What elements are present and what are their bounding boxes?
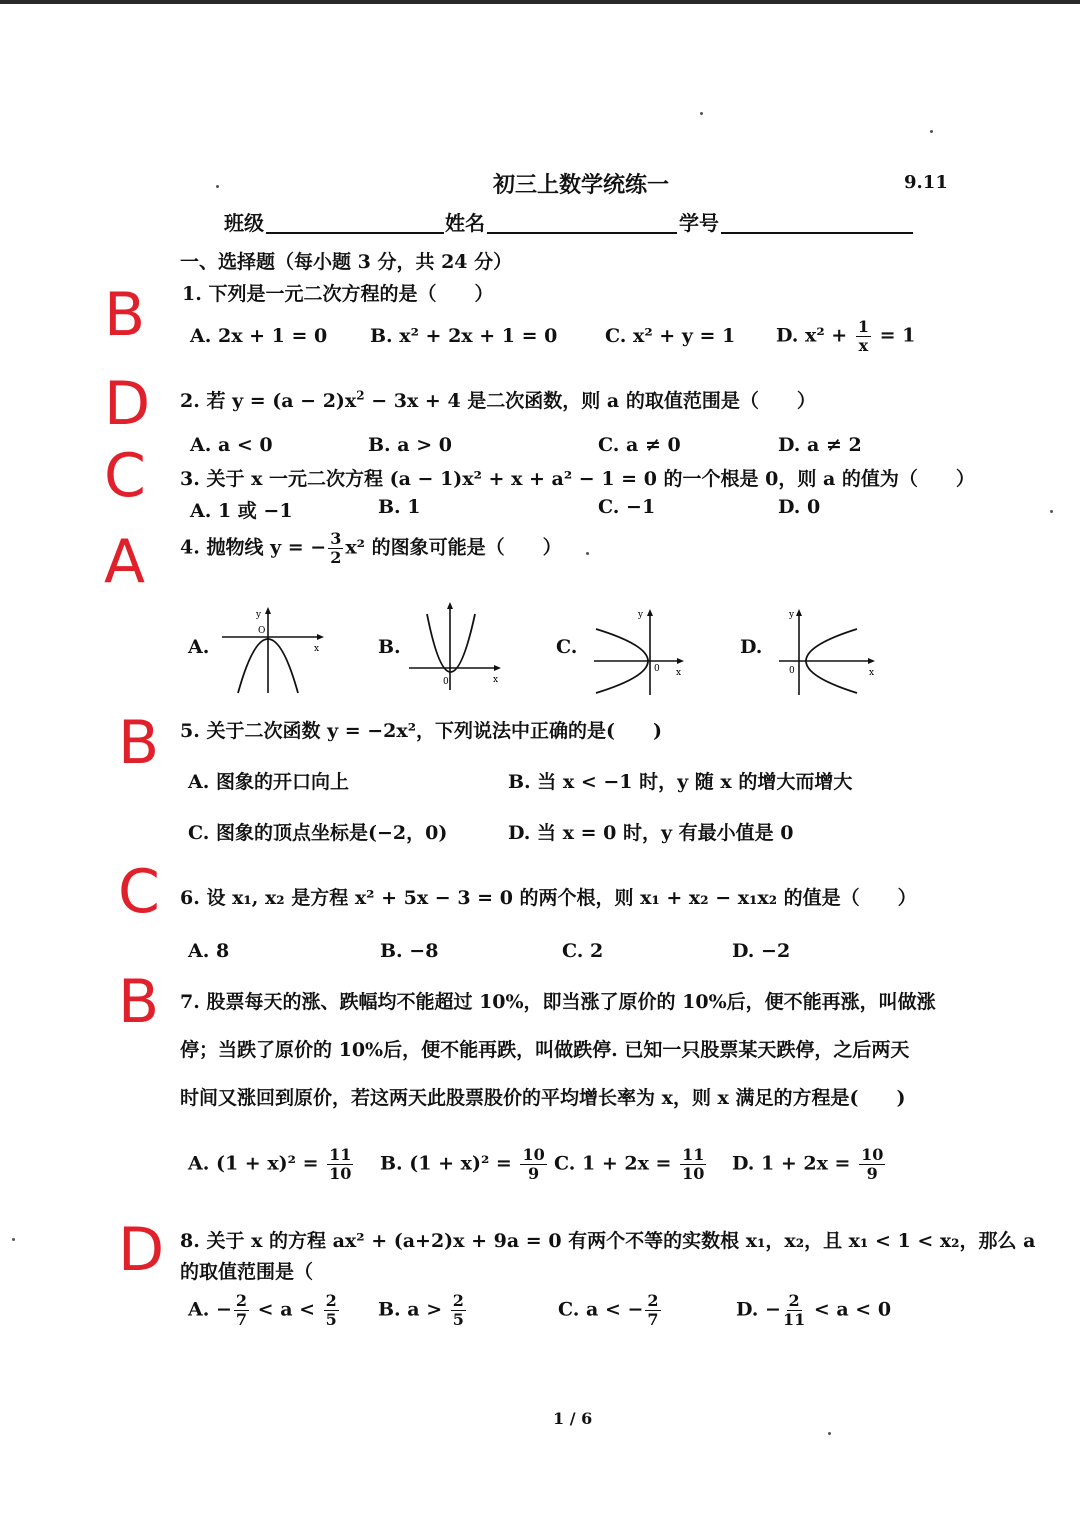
question-5-option-b: B. 当 x < −1 时，y 随 x 的增大而增大 [508, 771, 853, 793]
question-4-option-b-label: B. [378, 636, 401, 658]
graph-c-leftward-parabola [590, 605, 690, 697]
question-4-option-c-label: C. [556, 636, 578, 658]
handwritten-answer-8: D [118, 1215, 165, 1285]
scan-speck [216, 185, 219, 188]
svg-text:y: y [256, 610, 262, 620]
scan-top-edge [0, 0, 1080, 4]
svg-text:0: 0 [654, 664, 660, 674]
question-5-stem: 5. 关于二次函数 y = −2x²，下列说法中正确的是( ) [180, 720, 663, 742]
question-1-option-a: A. 2x + 1 = 0 [190, 325, 328, 347]
question-8-option-b: B. a > $\frac{2}{5}$ [378, 1291, 464, 1329]
question-5-option-d: D. 当 x = 0 时，y 有最小值是 0 [508, 822, 794, 844]
question-3-option-a: A. 1 或 −1 [190, 500, 293, 522]
id-blank [721, 232, 913, 234]
question-4-option-d-label: D. [740, 636, 763, 658]
question-8-option-d: D. − $\frac{2}{11}$ < a < 0 [736, 1291, 892, 1329]
handwritten-answer-4: A [104, 527, 146, 597]
question-7-option-c: C. 1 + 2x = $\frac{11}{10}$ [554, 1145, 705, 1183]
svg-text:0: 0 [789, 666, 795, 676]
scan-speck [930, 130, 933, 133]
class-blank [266, 232, 444, 234]
question-6-option-b: B. −8 [380, 940, 439, 962]
question-6-option-d: D. −2 [732, 940, 791, 962]
question-8-stem-line-2: 的取值范围是（ [180, 1261, 314, 1283]
handwritten-answer-2: D [104, 369, 151, 439]
question-2-option-d: D. a ≠ 2 [778, 434, 862, 456]
svg-text:x: x [314, 644, 320, 654]
question-7-option-b: B. (1 + x)² = $\frac{10}{9}$ [380, 1145, 545, 1183]
question-3-option-b: B. 1 [378, 496, 421, 518]
handwritten-answer-1: B [104, 280, 146, 350]
handwritten-answer-7: B [118, 967, 160, 1037]
question-3-option-c: C. −1 [598, 496, 656, 518]
question-1-option-d: D. x² + $\frac{1}{x}$ = 1 [776, 317, 916, 355]
handwritten-answer-6: C [118, 857, 160, 927]
question-2-stem: 2. 若 $y = (a - 2)x^2 - 3x + 4$ 是二次函数，则 a 的取值范围是（ ） [180, 388, 816, 412]
question-6-option-a: A. 8 [188, 940, 230, 962]
scan-speck [12, 1238, 15, 1241]
id-label: 学号 [679, 211, 719, 235]
page-title: 初三上数学统练一 [493, 172, 670, 198]
question-5-option-c: C. 图象的顶点坐标是(−2，0) [188, 822, 448, 844]
question-6-option-c: C. 2 [562, 940, 604, 962]
question-7-stem-line-3: 时间又涨回到原价，若这两天此股票股价的平均增长率为 x，则 x 满足的方程是( ) [180, 1087, 906, 1109]
question-7-stem-line-2: 停；当跌了原价的 10%后，便不能再跌，叫做跌停. 已知一只股票某天跌停，之后两天 [180, 1039, 910, 1061]
question-2-option-b: B. a > 0 [368, 434, 452, 456]
question-2-option-c: C. a ≠ 0 [598, 434, 681, 456]
question-5-option-a: A. 图象的开口向上 [188, 771, 349, 793]
graph-a-downward-parabola [218, 605, 328, 697]
scan-speck [586, 552, 589, 555]
question-8-option-a: A. − $\frac{2}{7}$ < a < $\frac{2}{5}$ [188, 1291, 337, 1329]
svg-text:x: x [493, 675, 499, 685]
handwritten-answer-5: B [118, 708, 160, 778]
question-3-stem: 3. 关于 x 一元二次方程 (a − 1)x² + x + a² − 1 = 0 的一个根是 0，则 a 的值为（ ） [180, 468, 975, 490]
handwritten-answer-3: C [104, 441, 146, 511]
name-label: 姓名 [445, 211, 485, 235]
svg-text:x: x [869, 668, 875, 678]
svg-text:O: O [258, 626, 266, 636]
svg-text:y: y [638, 610, 644, 620]
question-1-stem: 1. 下列是一元二次方程的是（ ） [182, 283, 494, 305]
svg-text:y: y [789, 610, 795, 620]
class-label: 班级 [224, 211, 264, 235]
scan-speck [700, 112, 703, 115]
question-8-option-c: C. a < − $\frac{2}{7}$ [558, 1291, 659, 1329]
question-1-option-c: C. x² + y = 1 [605, 325, 736, 347]
date-label: 9.11 [904, 172, 948, 193]
question-3-option-d: D. 0 [778, 496, 821, 518]
question-4-option-a-label: A. [188, 636, 210, 658]
graph-b-upward-parabola [405, 600, 505, 692]
question-6-stem: 6. 设 x₁, x₂ 是方程 x² + 5x − 3 = 0 的两个根，则 x₁ + x₂ − x₁x₂ 的值是（ ） [180, 887, 917, 909]
scan-speck [828, 1432, 831, 1435]
svg-text:0: 0 [443, 677, 449, 687]
question-4-stem: 4. 抛物线 y = − $\frac{3}{2}$ x² 的图象可能是（ ） [180, 529, 562, 567]
section-heading: 一、选择题（每小题 3 分，共 24 分） [180, 251, 513, 273]
svg-text:x: x [676, 668, 682, 678]
name-blank [487, 232, 677, 234]
graph-d-rightward-parabola [775, 605, 880, 697]
question-7-option-d: D. 1 + 2x = $\frac{10}{9}$ [732, 1145, 884, 1183]
question-7-stem-line-1: 7. 股票每天的涨、跌幅均不能超过 10%，即当涨了原价的 10%后，便不能再涨，叫做涨 [180, 991, 936, 1013]
question-1-option-b: B. x² + 2x + 1 = 0 [370, 325, 558, 347]
question-8-stem-line-1: 8. 关于 x 的方程 ax² + (a+2)x + 9a = 0 有两个不等的实数根 x₁，x₂，且 x₁ < 1 < x₂，那么 a [180, 1230, 1036, 1252]
page-number: 1 / 6 [553, 1409, 593, 1428]
question-2-option-a: A. a < 0 [190, 434, 273, 456]
scan-speck [1050, 510, 1053, 513]
question-7-option-a: A. (1 + x)² = $\frac{11}{10}$ [188, 1145, 352, 1183]
